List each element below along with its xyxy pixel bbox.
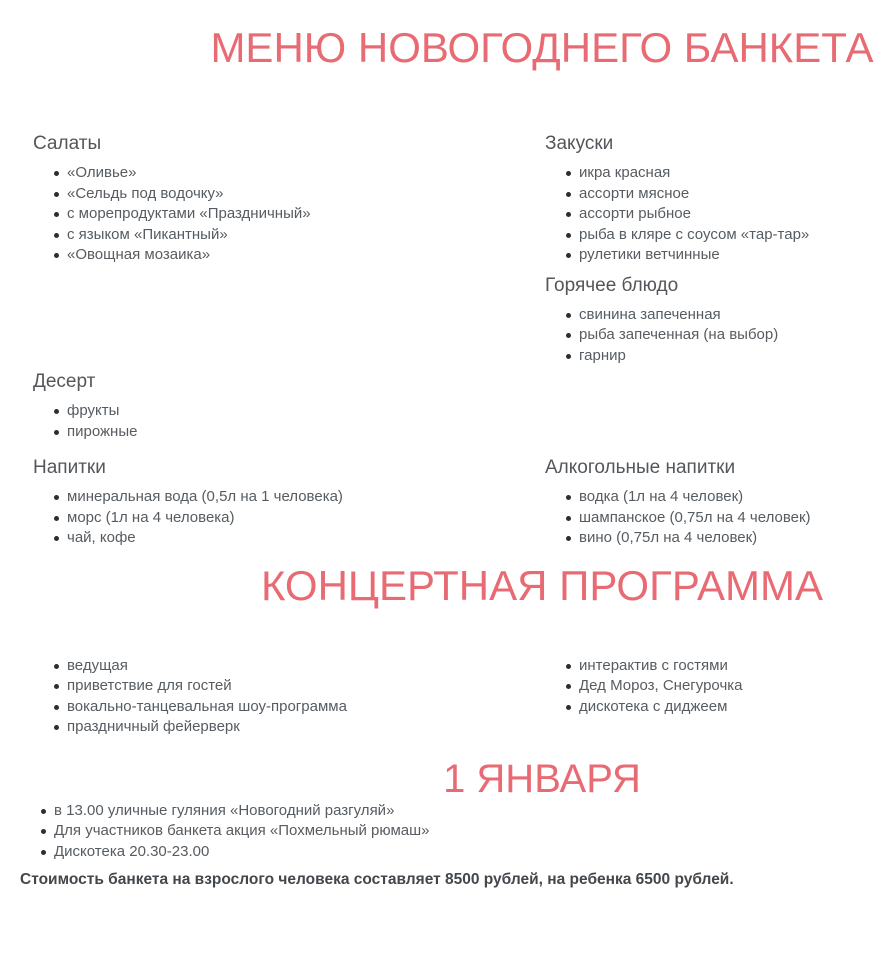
alcohol-list — [545, 487, 874, 549]
menu-item: икра красная — [579, 163, 874, 184]
concert-item: приветствие для гостей — [67, 676, 545, 697]
january-item: в 13.00 уличные гуляния «Новогодний разгуляй» — [54, 801, 874, 822]
concert-left-column — [33, 656, 545, 738]
menu-item: минеральная вода (0,5л на 1 человека) — [67, 487, 545, 508]
appetizers-list — [545, 163, 874, 266]
drinks-heading: Напитки — [33, 457, 106, 478]
menu-item: шампанское (0,75л на 4 человек) — [579, 508, 874, 529]
salads-heading: Салаты — [33, 133, 102, 154]
menu-item: свинина запеченная — [579, 305, 874, 326]
menu-item: фрукты — [67, 401, 545, 422]
hot-dish-list — [545, 305, 874, 367]
menu-item: с языком «Пикантный» — [67, 225, 545, 246]
menu-item: «Сельдь под водочку» — [67, 184, 545, 205]
concert-program-heading: КОНЦЕРТНАЯ ПРОГРАММА — [260, 561, 824, 609]
price-note: Стоимость банкета на взрослого человека составляет 8500 рублей, на ребенка 6500 рублей. — [20, 871, 734, 888]
dessert-list — [33, 401, 545, 442]
menu-item: «Оливье» — [67, 163, 545, 184]
page-title: МЕНЮ НОВОГОДНЕГО БАНКЕТА — [210, 24, 874, 71]
menu-item: вино (0,75л на 4 человек) — [579, 528, 874, 549]
concert-right-column — [545, 656, 874, 738]
menu-item: гарнир — [579, 346, 874, 367]
concert-grid — [33, 656, 874, 738]
menu-item: с морепродуктами «Праздничный» — [67, 204, 545, 225]
menu-empty-cell — [545, 366, 874, 442]
menu-section-salads — [33, 133, 545, 366]
concert-item: вокально-танцевальная шоу-программа — [67, 697, 545, 718]
menu-item: водка (1л на 4 человек) — [579, 487, 874, 508]
menu-section-alcohol — [545, 442, 874, 549]
january-item: Дискотека 20.30-23.00 — [54, 842, 874, 863]
menu-item: ассорти рыбное — [579, 204, 874, 225]
hot-dish-heading: Горячее блюдо — [545, 274, 679, 296]
menu-item: рулетики ветчинные — [579, 245, 874, 266]
dessert-heading: Десерт — [33, 371, 96, 392]
menu-grid — [33, 133, 874, 549]
menu-item: чай, кофе — [67, 528, 545, 549]
concert-item: ведущая — [67, 656, 545, 677]
menu-section-drinks — [33, 442, 545, 549]
january-first-heading: 1 ЯНВАРЯ — [443, 756, 641, 801]
concert-right-list — [545, 656, 874, 718]
menu-item: рыба в кляре с соусом «тар-тар» — [579, 225, 874, 246]
concert-item: дискотека с диджеем — [579, 697, 874, 718]
appetizers-heading: Закуски — [545, 133, 614, 154]
menu-item: ассорти мясное — [579, 184, 874, 205]
january-item: Для участников банкета акция «Похмельный рюмаш» — [54, 821, 874, 842]
concert-item: праздничный фейерверк — [67, 717, 545, 738]
menu-section-dessert — [33, 366, 545, 442]
menu-section-appetizers-hot — [545, 133, 874, 366]
drinks-list — [33, 487, 545, 549]
concert-item: интерактив с гостями — [579, 656, 874, 677]
alcohol-heading: Алкогольные напитки — [545, 457, 736, 478]
menu-item: «Овощная мозаика» — [67, 245, 545, 266]
menu-item: рыба запеченная (на выбор) — [579, 325, 874, 346]
concert-left-list — [33, 656, 545, 738]
menu-item: морс (1л на 4 человека) — [67, 508, 545, 529]
january-list — [20, 801, 874, 863]
salads-list — [33, 163, 545, 266]
menu-item: пирожные — [67, 422, 545, 443]
concert-item: Дед Мороз, Снегурочка — [579, 676, 874, 697]
